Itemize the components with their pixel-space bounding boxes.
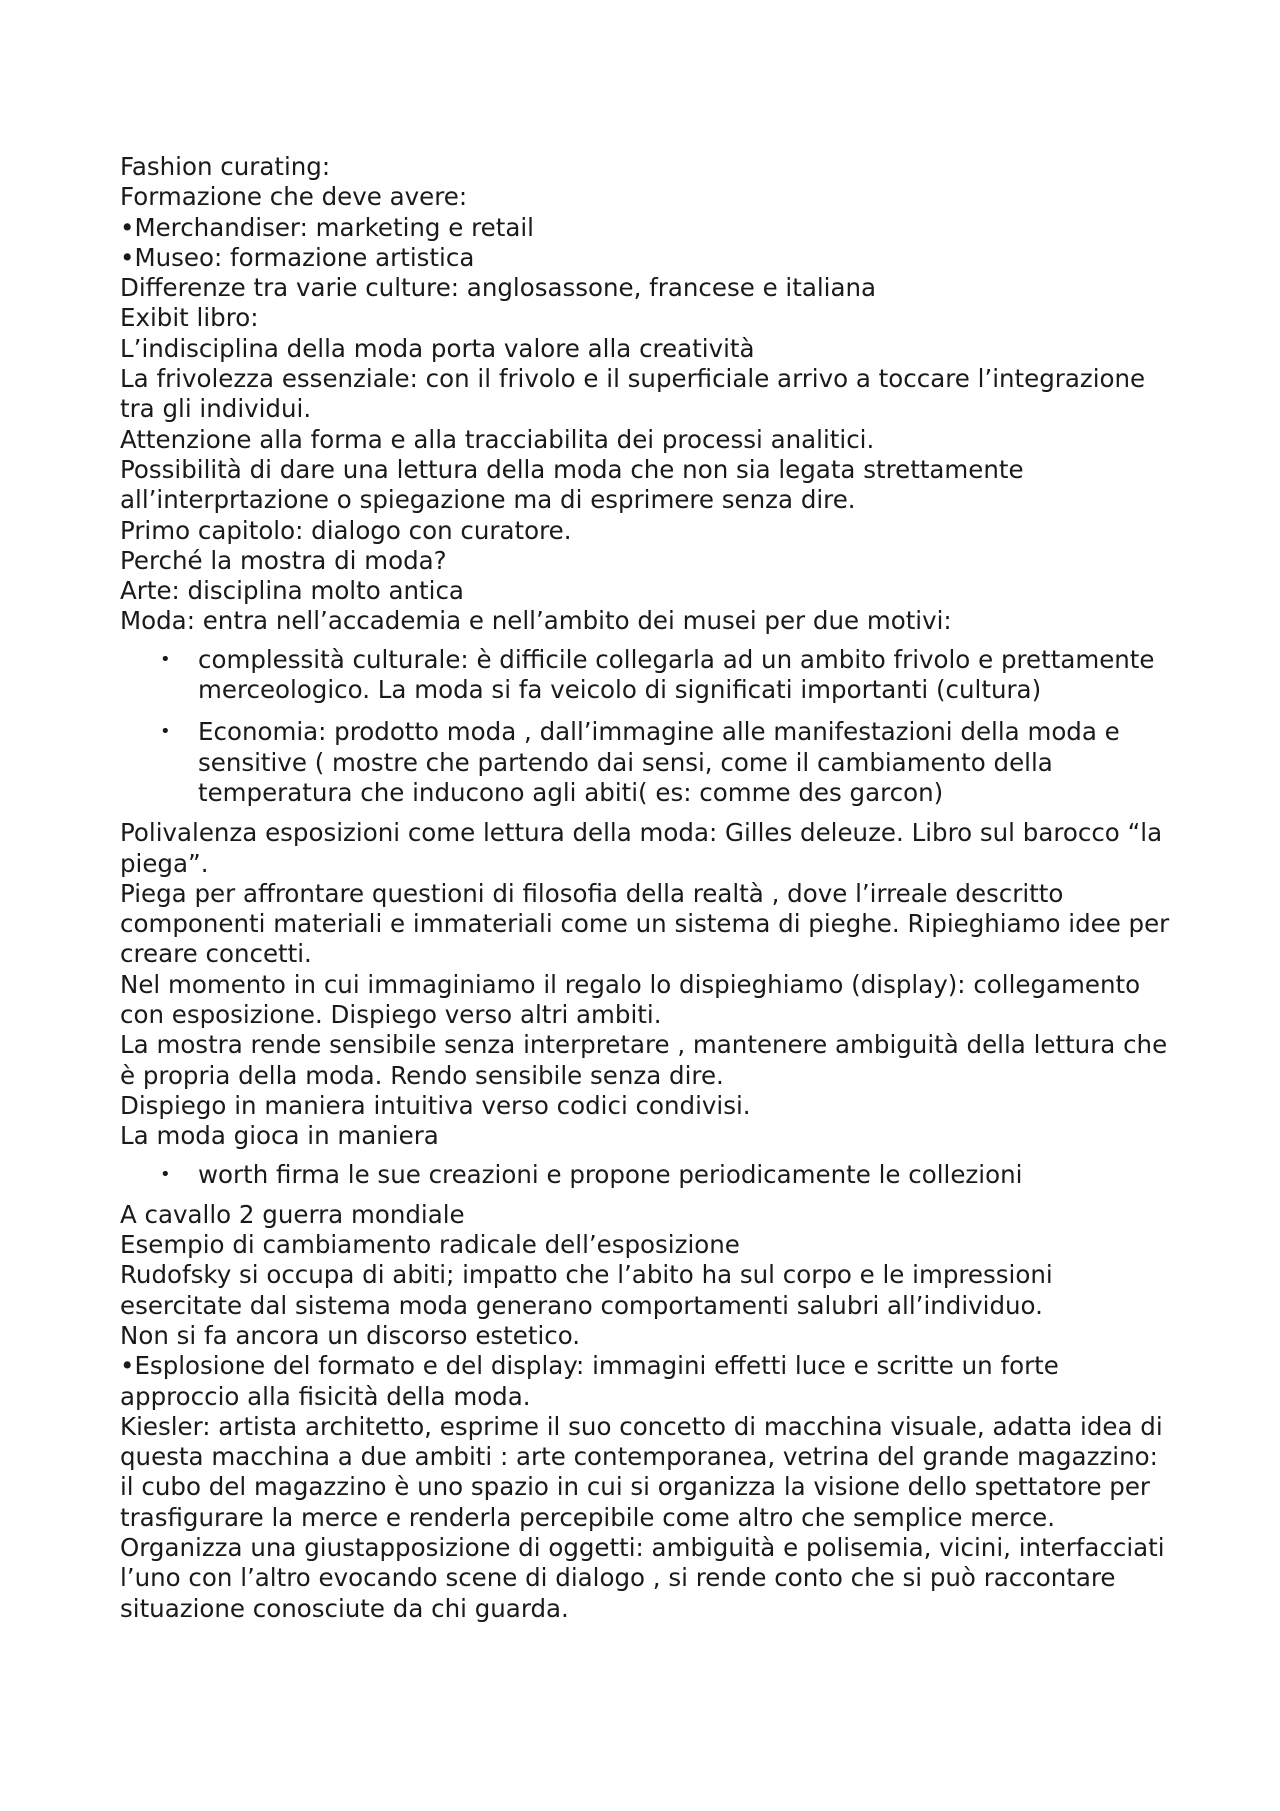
bullet-list-worth — [120, 1160, 1170, 1190]
bullet-icon: • — [160, 1163, 171, 1185]
text-line: Polivalenza esposizioni come lettura della moda: Gilles deleuze. Libro sul barocco “la piega”. — [120, 818, 1163, 878]
text-line: Esempio di cambiamento radicale dell’esposizione — [120, 1230, 740, 1260]
text-line: La moda gioca in maniera — [120, 1121, 439, 1151]
text-line: Moda: entra nell’accademia e nell’ambito dei musei per due motivi: — [120, 606, 952, 636]
text-line: La mostra rende sensibile senza interpretare , mantenere ambiguità della lettura che è propria della moda. Rendo sensibile senza dire. — [120, 1030, 1168, 1090]
text-line: La frivolezza essenziale: con il frivolo e il superficiale arrivo a toccare l’integrazione tra gli individui. — [120, 364, 1146, 424]
text-line: Possibilità di dare una lettura della moda che non sia legata strettamente all’interprtazione o spiegazione ma di esprimere senza dire. — [120, 454, 1024, 515]
text-line: Exibit libro: — [120, 303, 259, 333]
text-line: Rudofsky si occupa di abiti; impatto che l’abito ha sul corpo e le impressioni esercitate dal sistema moda generano comportamenti salubri all’individuo. — [120, 1260, 1053, 1320]
section-esposizione — [120, 1200, 1170, 1624]
list-item-text: complessità culturale: è difficile collegarla ad un ambito frivolo e prettamente merceologico. La moda si fa veicolo di significati importanti (cultura) — [198, 644, 1155, 705]
text-line: Differenze tra varie culture: anglosassone, francese e italiana — [120, 273, 877, 303]
text-line: Primo capitolo: dialogo con curatore. — [120, 515, 572, 545]
list-item-text: worth firma le sue creazioni e propone periodicamente le collezioni — [198, 1159, 1023, 1189]
text-line: Piega per affrontare questioni di filosofia della realtà , dove l’irreale descritto componenti materiali e immateriali come un sistema di pieghe. Ripieghiamo idee per creare concetti. — [120, 878, 1170, 969]
list-item — [160, 1159, 1170, 1190]
text-line: A cavallo 2 guerra mondiale — [120, 1199, 465, 1229]
text-line: Organizza una giustapposizione di oggetti: ambiguità e polisemia, vicini, interfacciati l’uno con l’altro evocando scene di dialogo , si rende conto che si può raccontare situazione conosciute da chi guarda. — [120, 1533, 1165, 1623]
text-line: Kiesler: artista architetto, esprime il suo concetto di macchina visuale, adatta idea di questa macchina a due ambiti : arte contemporanea, vetrina del grande magazzino: il cubo del magazzino è uno spazio in cui si organizza la visione dello spettatore per trasfigurare la merce e renderla percepibile come altro che semplice merce. — [120, 1411, 1163, 1532]
text-line: Perché la mostra di moda? — [120, 545, 447, 575]
text-line: Attenzione alla forma e alla tracciabilita dei processi analitici. — [120, 424, 875, 454]
list-item — [160, 717, 1170, 808]
section-piega — [120, 818, 1170, 1151]
text-line: Fashion curating: — [120, 152, 331, 181]
text-line: Arte: disciplina molto antica — [120, 576, 464, 606]
section-intro — [120, 152, 1170, 637]
text-line: Dispiego in maniera intuitiva verso codici condivisi. — [120, 1090, 751, 1120]
text-line: •Merchandiser: marketing e retail — [120, 212, 534, 242]
bullet-icon: • — [160, 721, 171, 743]
text-line: •Museo: formazione artistica — [120, 242, 475, 272]
text-line: Non si fa ancora un discorso estetico. — [120, 1320, 581, 1350]
text-line: L’indisciplina della moda porta valore alla creatività — [120, 333, 755, 363]
text-line: Nel momento in cui immaginiamo il regalo lo dispieghiamo (display): collegamento con esposizione. Dispiego verso altri ambiti. — [120, 969, 1141, 1030]
text-line: Formazione che deve avere: — [120, 182, 468, 212]
bullet-icon: • — [160, 648, 171, 670]
text-line: •Esplosione del formato e del display: immagini effetti luce e scritte un forte approccio alla fisicità della moda. — [120, 1351, 1059, 1411]
list-item-text: Economia: prodotto moda , dall’immagine alle manifestazioni della moda e sensitive ( mostre che partendo dai sensi, come il cambiamento della temperatura che inducono agli abiti( es: comme des garcon) — [198, 717, 1120, 807]
bullet-list-motivi — [120, 645, 1170, 808]
list-item — [160, 644, 1170, 706]
